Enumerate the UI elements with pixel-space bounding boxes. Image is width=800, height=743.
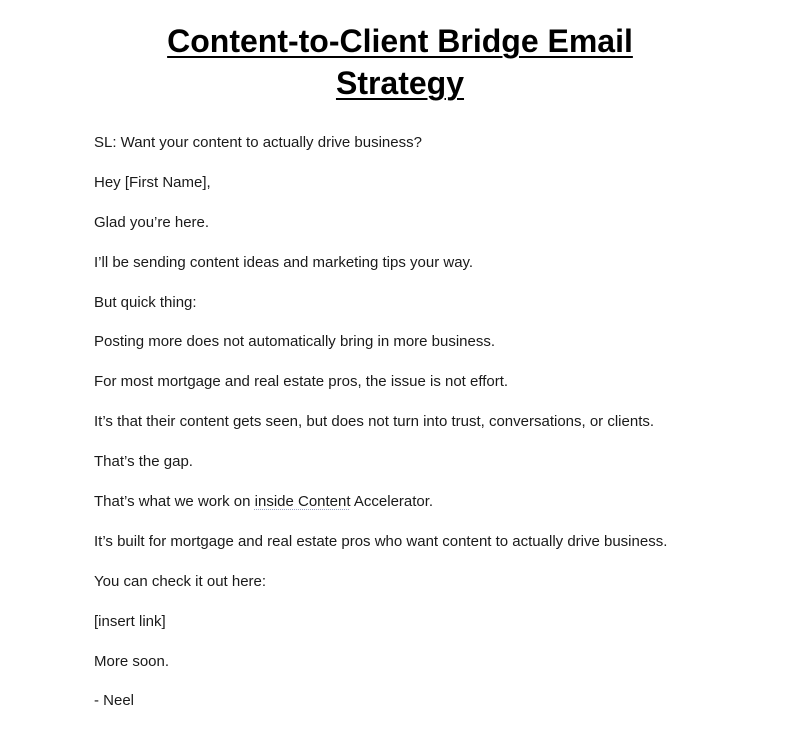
grammar-suggestion[interactable]: inside Content xyxy=(254,493,351,511)
text-segment: Accelerator. xyxy=(350,493,434,511)
body-paragraph: It’s that their content gets seen, but does not turn into trust, conversations, or clients. xyxy=(94,413,655,431)
body-paragraph: Glad you’re here. xyxy=(94,213,210,231)
body-paragraph: That’s the gap. xyxy=(94,453,193,471)
subject-line: SL: Want your content to actually drive business? xyxy=(94,134,422,151)
body-paragraph: It’s built for mortgage and real estate pros who want content to actually drive business. xyxy=(94,532,668,550)
document-title xyxy=(0,20,800,104)
title-line-1: Content-to-Client Bridge Email xyxy=(167,23,633,59)
link-placeholder: [insert link] xyxy=(94,612,166,630)
title-line-2: Strategy xyxy=(335,65,465,101)
body-paragraph: Posting more does not automatically bring in more business. xyxy=(94,333,496,351)
body-paragraph: But quick thing: xyxy=(94,293,197,311)
body-paragraph: I’ll be sending content ideas and marketing tips your way. xyxy=(94,253,474,271)
body-paragraph xyxy=(94,492,774,512)
greeting-line: Hey [First Name], xyxy=(94,173,211,191)
signature: - Neel xyxy=(94,692,135,710)
body-paragraph: You can check it out here: xyxy=(94,572,267,590)
email-body xyxy=(94,133,774,731)
text-segment: That’s what we work on xyxy=(94,493,255,511)
closing-line: More soon. xyxy=(94,652,170,670)
body-paragraph: For most mortgage and real estate pros, the issue is not effort. xyxy=(94,373,509,391)
